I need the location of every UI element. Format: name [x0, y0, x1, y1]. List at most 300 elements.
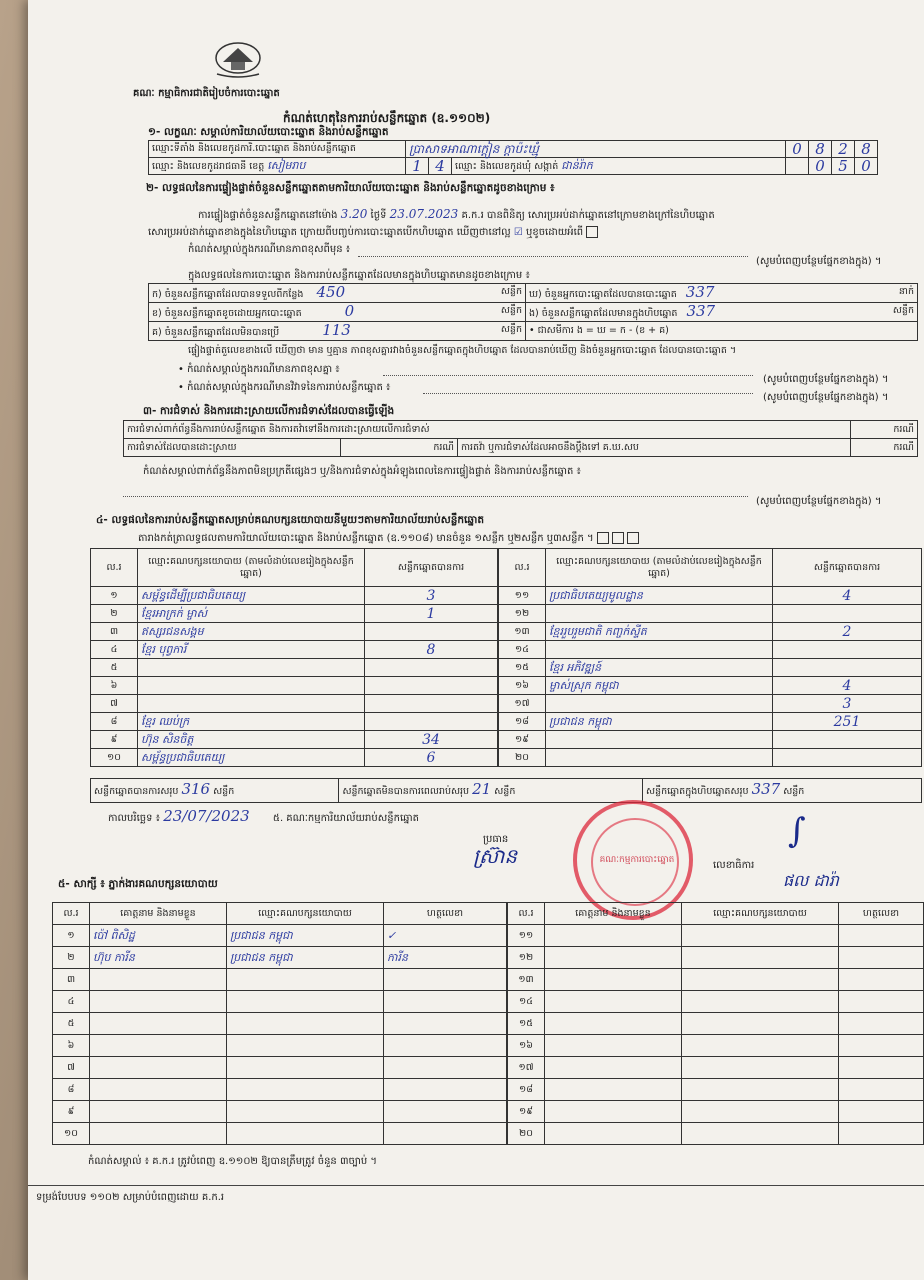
- witness-signature: [839, 991, 924, 1013]
- witness-sign-header: ហត្ថលេខា: [839, 903, 924, 925]
- secretary-label: លេខាធិការ: [713, 860, 755, 871]
- witness-party: [682, 1101, 839, 1123]
- votes-right-body: [499, 587, 922, 767]
- province-value: សៀមរាប: [267, 158, 306, 172]
- vote-row-party: ខ្មែររួបរួមជាតិ កញ្ចក់ស្ទីត: [546, 623, 773, 641]
- witness-row-number: ២: [53, 947, 90, 969]
- vote-row-count: 3: [365, 587, 498, 605]
- witness-party: [227, 1101, 384, 1123]
- witness-signature: [384, 969, 507, 991]
- witness-party: [227, 1035, 384, 1057]
- location-code-3: 2: [832, 141, 855, 158]
- count-d-label: ឃ) ចំនួនអ្នកបោះឆ្នោតដែលបានបោះឆ្នោត: [529, 288, 677, 300]
- secretary-signature-mark: ∫: [788, 811, 806, 851]
- vote-row: [91, 713, 498, 731]
- count-b-label: ខ) ចំនួនសន្លឹកឆ្នោតខូចដោយអ្នកបោះឆ្នោត: [152, 307, 302, 319]
- vote-row: [499, 587, 922, 605]
- witness-party: [227, 1079, 384, 1101]
- chair-label: ប្រធាន: [483, 834, 509, 845]
- witness-name: [545, 991, 682, 1013]
- vote-row-party: ខ្មែរ បុព្វការី: [138, 641, 365, 659]
- witness-name: [545, 1035, 682, 1057]
- vote-row-number: ១០: [91, 749, 138, 767]
- vote-row-number: ២: [91, 605, 138, 623]
- witness-row: [508, 1013, 924, 1035]
- section3-title: ៣- ការជំទាស់ និងការដោះស្រាយលើការជំទាស់ដែលបានធ្វើឡើង: [143, 405, 395, 417]
- witness-party: [682, 969, 839, 991]
- vote-row-count: 2: [773, 623, 922, 641]
- section4-subtitle: [138, 532, 639, 545]
- witness-row: [508, 1057, 924, 1079]
- witness-name: [545, 1057, 682, 1079]
- witness-sign-header: ហត្ថលេខា: [384, 903, 507, 925]
- vote-row-number: ១៨: [499, 713, 546, 731]
- vote-row-count: 4: [773, 677, 922, 695]
- vote-row-party: ប្រជាធិបតេយ្យមូលដ្ឋាន: [546, 587, 773, 605]
- witness-row: [53, 1101, 507, 1123]
- witness-row: [53, 1079, 507, 1101]
- vote-row-party: ខ្មែរ ឈប់ក្រ: [138, 713, 365, 731]
- objection-row-label: ការជំទាស់ពាក់ព័ន្ធនឹងការរាប់សន្លឹកឆ្នោត និងការតវ៉ាទៅនឹងការដោះស្រាយលើការជំទាស់: [124, 421, 851, 439]
- vote-row-number: ១៩: [499, 731, 546, 749]
- total-invalid-value: 21: [472, 780, 492, 798]
- vote-row: [91, 731, 498, 749]
- dispute-fill-hint: (សូមបំពេញបន្ថែមផ្នែកខាងក្នុង) ។: [763, 392, 889, 403]
- witness-signature: [384, 1057, 507, 1079]
- vote-row-number: ៥: [91, 659, 138, 677]
- appeal-label: ការតវ៉ា ឬការជំទាស់ដែលអាចនឹងប្ដឹងទៅ គ.ឃ.សប: [458, 439, 851, 457]
- total-valid-value: 316: [181, 780, 211, 798]
- verification-line: [198, 208, 715, 222]
- section3-table: [123, 420, 918, 457]
- witness-name-header: គោត្តនាម និងនាមខ្លួន: [545, 903, 682, 925]
- count-row: [149, 303, 918, 322]
- vote-row-count: 1: [365, 605, 498, 623]
- vote-row-party: [138, 677, 365, 695]
- commune-code-1: 0: [809, 158, 832, 175]
- witness-signature: [839, 1035, 924, 1057]
- witness-signature: [839, 925, 924, 947]
- sheet-two-checkbox: [612, 532, 624, 544]
- witness-party: [227, 1057, 384, 1079]
- count-c-label: គ) ចំនួនសន្លឹកឆ្នោតដែលមិនបានប្រើ: [152, 326, 280, 338]
- vote-row: [91, 677, 498, 695]
- col-no-header: ល.រ: [499, 549, 546, 587]
- vote-row-count: [365, 713, 498, 731]
- vote-row-party: [546, 695, 773, 713]
- col-votes-header: សន្លឹកឆ្នោតបានការ: [773, 549, 922, 587]
- vote-row: [499, 605, 922, 623]
- date-value: 23/07/2023: [163, 807, 250, 825]
- section5-title: ៥- សាក្សី ៖ ភ្នាក់ងារគណបក្សនយោបាយ: [58, 878, 218, 890]
- stamp-text: គណៈកម្មការបោះឆ្នោត: [599, 855, 675, 865]
- vote-row: [499, 731, 922, 749]
- vote-row-number: ១៥: [499, 659, 546, 677]
- province-label-text: ឈ្មោះ និងលេខកូដរាជធានី ខេត្ត: [152, 160, 265, 172]
- witness-row: [508, 1123, 924, 1145]
- vote-row: [91, 623, 498, 641]
- col-votes-header: សន្លឹកឆ្នោតបានការ: [365, 549, 498, 587]
- appeal-unit: ករណី: [851, 439, 918, 457]
- col-party-header: ឈ្មោះគណបក្សនយោបាយ (តាមលំដាប់លេខរៀងក្នុងសន្លឹកឆ្នោត): [138, 549, 365, 587]
- vote-row-party: ប្រជាជន កម្ពុជា: [546, 713, 773, 731]
- vote-row-count: [365, 677, 498, 695]
- witness-row-number: ៧: [53, 1057, 90, 1079]
- witness-row: [53, 1013, 507, 1035]
- total-box-cell: [643, 779, 922, 803]
- witness-name: [545, 925, 682, 947]
- witness-name: [90, 1101, 227, 1123]
- vote-row-party: ឥស្សរជនសង្គម: [138, 623, 365, 641]
- irregularity-note: កំណត់សម្គាល់ពាក់ព័ន្ធនឹងភាពមិនប្រក្រតីផ្សេងៗ ឬ/និងការជំទាស់ក្នុងអំឡុងពេលនៃការផ្ទៀងផ្ទាត់ និងការរាប់សន្លឹកឆ្នោត ៖: [143, 466, 581, 477]
- vote-row-party: សម្ព័ន្ធដើម្បីប្រជាធិបតេយ្យ: [138, 587, 365, 605]
- witness-table-left: [52, 902, 507, 1145]
- vote-row-count: [773, 659, 922, 677]
- witness-row: [508, 991, 924, 1013]
- votes-table-left: [90, 548, 498, 767]
- irregularity-note-line: [123, 496, 748, 497]
- sheet-one-checkbox: [597, 532, 609, 544]
- witness-row: [508, 969, 924, 991]
- discrepancy-note-label: • កំណត់សម្គាល់ក្នុងករណីមានភាពខុសគ្នា ៖: [178, 364, 340, 375]
- section4-subtitle-text: តារាងកត់ត្រាលទ្ធផលតាមការិយាល័យបោះឆ្នោត និងរាប់សន្លឹកឆ្នោត (ឧ.១១០៨) មានចំនួន ១សន្លឹក ឬ២សន្លឹក ឬ៣សន្លឹក ។: [138, 533, 594, 544]
- discrepancy-fill-hint: (សូមបំពេញបន្ថែមផ្នែកខាងក្នុង) ។: [763, 374, 889, 385]
- count-b-unit: សន្លឹក: [500, 304, 522, 316]
- witness-name: [545, 1101, 682, 1123]
- vote-row-count: 251: [773, 713, 922, 731]
- verification-date: 23.07.2023: [389, 207, 459, 221]
- location-label: ឈ្មោះទីតាំង និងលេខកូដការិ.បោះឆ្នោត និងរាប់សន្លឹកឆ្នោត: [149, 141, 406, 158]
- dispute-note-label: • កំណត់សម្គាល់ក្នុងករណីមានវិវាទនៃការរាប់សន្លឹកឆ្នោត ៖: [178, 382, 391, 393]
- witness-party: [682, 925, 839, 947]
- witness-row-number: ១៨: [508, 1079, 545, 1101]
- vote-row: [91, 605, 498, 623]
- section2-count-table: [148, 283, 918, 341]
- location-code-4: 8: [855, 141, 878, 158]
- vote-row-number: ១២: [499, 605, 546, 623]
- witness-name: [90, 1057, 227, 1079]
- count-e-label: ង) ចំនួនសន្លឹកឆ្នោតដែលមានក្នុងហិបឆ្នោត: [529, 307, 678, 319]
- vote-row-count: [773, 641, 922, 659]
- sheet-three-checkbox: [627, 532, 639, 544]
- resolved-label: ការជំទាស់ដែលបានដោះស្រាយ: [124, 439, 341, 457]
- vote-row-count: [773, 749, 922, 767]
- commune-value: ជាន់រ៉ាក: [561, 158, 593, 172]
- witness-signature: ✓: [384, 925, 507, 947]
- votes-table-right: [498, 548, 922, 767]
- count-c-unit: សន្លឹក: [500, 323, 522, 335]
- witness-signature: [839, 1079, 924, 1101]
- note-fill-hint: (សូមបំពេញបន្ថែមផ្នែកខាងក្នុង) ។: [756, 256, 882, 267]
- vote-row-party: [546, 641, 773, 659]
- count-b-value: 0: [344, 301, 355, 320]
- vote-row: [91, 695, 498, 713]
- witness-name: [545, 1123, 682, 1145]
- province-label: [149, 158, 406, 175]
- witness-name: ហ៊ុប ការីន: [90, 947, 227, 969]
- witness-party: [682, 1013, 839, 1035]
- vote-row-number: ៣: [91, 623, 138, 641]
- document-title: កំណត់ហេតុនៃការរាប់សន្លឹកឆ្នោត (ឧ.១១០២): [283, 111, 491, 125]
- witness-signature: [384, 1123, 507, 1145]
- witness-row: [53, 991, 507, 1013]
- commune-label: [452, 158, 786, 175]
- vote-row-party: [138, 659, 365, 677]
- vote-row-number: ៧: [91, 695, 138, 713]
- witness-signature: [384, 1013, 507, 1035]
- total-box-value: 337: [751, 780, 781, 798]
- vote-row-party: ម្ចាស់ស្រុក កម្ពុជា: [546, 677, 773, 695]
- vote-row-count: 6: [365, 749, 498, 767]
- vote-row-number: ៩: [91, 731, 138, 749]
- count-c-value: 113: [322, 320, 351, 339]
- verification-suffix: គ.ក.រ បានពិនិត្យ សោរប្រអប់ដាក់ឆ្នោតនៅក្រោមខាងក្រៅនៃហិបឆ្នោត: [461, 210, 715, 221]
- vote-row-number: ១៣: [499, 623, 546, 641]
- witness-row-number: ១១: [508, 925, 545, 947]
- section1-table: [148, 140, 878, 175]
- seal-damaged-checkbox: [586, 226, 598, 238]
- total-valid-unit: សន្លឹក: [213, 786, 235, 797]
- witness-row-number: ១៤: [508, 991, 545, 1013]
- committee-name: គណៈ កម្មាធិការជាតិរៀបចំការបោះឆ្នោត: [133, 88, 280, 99]
- totals-row: [90, 778, 922, 803]
- witness-name: ប៉ៅ ពិសិដ្ឋ: [90, 925, 227, 947]
- witness-party: [682, 1057, 839, 1079]
- seal-check-line: [148, 226, 908, 239]
- location-code-1: 0: [786, 141, 809, 158]
- witness-signature: [384, 991, 507, 1013]
- witness-party: [227, 991, 384, 1013]
- total-valid-label: សន្លឹកឆ្នោតបានការសរុប: [94, 786, 179, 797]
- commune-label-text: ឈ្មោះ និងលេខកូដឃុំ សង្កាត់: [455, 160, 559, 172]
- count-d-unit: នាក់: [898, 285, 914, 297]
- vote-row-number: ២០: [499, 749, 546, 767]
- total-box-unit: សន្លឹក: [783, 786, 805, 797]
- witness-row-number: ៤: [53, 991, 90, 1013]
- count-row-c: [149, 322, 526, 341]
- total-valid-cell: [91, 779, 339, 803]
- witness-row: [53, 969, 507, 991]
- commune-code-2: 5: [832, 158, 855, 175]
- count-a-value: 450: [316, 282, 346, 301]
- vote-row: [91, 749, 498, 767]
- seal-damaged-label: ឬខូចដោយអំពើ: [526, 227, 584, 238]
- witness-party: [682, 1123, 839, 1145]
- dispute-note-line: [423, 393, 753, 394]
- witness-table-right: [507, 902, 924, 1145]
- witness-row-number: ១៥: [508, 1013, 545, 1035]
- witness-signature: [384, 1035, 507, 1057]
- note-label: កំណត់សម្គាល់ក្នុងករណីមានភាពខុសពីមុន ៖: [188, 244, 351, 255]
- committee-label: ៥. គណៈកម្មការិយាល័យរាប់សន្លឹកឆ្នោត: [272, 813, 419, 824]
- witness-row-number: ១០: [53, 1123, 90, 1145]
- witness-name: [545, 947, 682, 969]
- witness-name: [545, 1079, 682, 1101]
- vote-row-number: ៤: [91, 641, 138, 659]
- discrepancy-note-line: [383, 375, 753, 376]
- witness-party-header: ឈ្មោះគណបក្សនយោបាយ: [227, 903, 384, 925]
- witness-signature: [384, 1079, 507, 1101]
- vote-row: [499, 623, 922, 641]
- vote-row-party: សម្ព័ន្ធប្រជាធិបតេយ្យ: [138, 749, 365, 767]
- witness-row-number: ៥: [53, 1013, 90, 1035]
- discrepancy-check: ផ្ទៀងផ្ទាត់តួលេខខាងលើ ឃើញថា មាន ឬគ្មាន ភាពខុសគ្នារវាងចំនួនសន្លឹកឆ្នោតក្នុងហិបឆ្នោត ដែលបានរាប់ឃើញ និងចំនួនអ្នកបោះឆ្នោត ដែលបានបោះឆ្នោត ។: [188, 345, 737, 356]
- section2-title: ២- លទ្ធផលនៃការផ្ទៀងផ្ទាត់ចំនួនសន្លឹកឆ្នោតតាមការិយាល័យបោះឆ្នោត និងរាប់សន្លឹកឆ្នោតដូចខាងក្រោម ៖: [146, 182, 555, 194]
- witness-row: [53, 1123, 507, 1145]
- witness-row-number: ១៩: [508, 1101, 545, 1123]
- date-label: កាលបរិច្ឆេទ ៖: [108, 813, 161, 824]
- vote-row-count: 8: [365, 641, 498, 659]
- vote-row-party: [138, 695, 365, 713]
- form-reference: ទម្រង់បែបបទ ១១០២ សម្រាប់បំពេញដោយ គ.ក.រ: [36, 1192, 225, 1203]
- vote-row-count: 4: [773, 587, 922, 605]
- vote-row-party: [546, 731, 773, 749]
- witness-row-number: ២០: [508, 1123, 545, 1145]
- witness-party: [682, 991, 839, 1013]
- witness-row-number: ១២: [508, 947, 545, 969]
- location-code-2: 8: [809, 141, 832, 158]
- witness-left-body: [53, 925, 507, 1145]
- count-d-value: 337: [685, 282, 715, 301]
- vote-row: [499, 695, 922, 713]
- vote-row-count: 34: [365, 731, 498, 749]
- vote-row-count: [365, 659, 498, 677]
- witness-signature: [839, 1057, 924, 1079]
- witness-signature: [839, 1101, 924, 1123]
- vote-row: [499, 749, 922, 767]
- witness-row: [508, 1079, 924, 1101]
- vote-row: [499, 713, 922, 731]
- witness-party: [227, 969, 384, 991]
- vote-row-number: ១៧: [499, 695, 546, 713]
- witness-signature: ការីន: [384, 947, 507, 969]
- witness-row-number: ៩: [53, 1101, 90, 1123]
- note-line: [358, 256, 748, 257]
- col-no-header: ល.រ: [91, 549, 138, 587]
- witness-row-number: ១៣: [508, 969, 545, 991]
- witness-row: [53, 1035, 507, 1057]
- witness-no-header: ល.រ: [53, 903, 90, 925]
- witness-party: [682, 1079, 839, 1101]
- total-box-label: សន្លឹកឆ្នោតក្នុងហិបឆ្នោតសរុប: [646, 786, 749, 797]
- witness-row: [508, 1101, 924, 1123]
- witness-name: [545, 969, 682, 991]
- count-row-b: [149, 303, 526, 322]
- count-row-e: [526, 303, 918, 322]
- witness-name: [90, 1013, 227, 1035]
- witness-name: [90, 1079, 227, 1101]
- count-e-value: 337: [686, 301, 716, 320]
- total-invalid-cell: [339, 779, 643, 803]
- province-code-1: 1: [406, 158, 429, 175]
- commune-code-spacer: [786, 158, 809, 175]
- witness-row-number: ១៦: [508, 1035, 545, 1057]
- verification-day-label: ថ្ងៃទី: [370, 210, 387, 221]
- vote-row: [91, 587, 498, 605]
- vote-row-number: ១១: [499, 587, 546, 605]
- vote-row-party: [546, 605, 773, 623]
- vote-row-number: ៨: [91, 713, 138, 731]
- vote-row-number: ១៤: [499, 641, 546, 659]
- witness-party: [227, 1013, 384, 1035]
- seal-check-text: សោរប្រអប់ដាក់ឆ្នោតខាងក្នុងនៃហិបឆ្នោត ក្រោយពីបញ្ចប់ការបោះឆ្នោតបើកហិបឆ្នោត ឃើញថានៅល្អ: [148, 227, 511, 238]
- col-party-header: ឈ្មោះគណបក្សនយោបាយ (តាមលំដាប់លេខរៀងក្នុងសន្លឹកឆ្នោត): [546, 549, 773, 587]
- witness-party: [227, 1123, 384, 1145]
- witness-party-header: ឈ្មោះគណបក្សនយោបាយ: [682, 903, 839, 925]
- vote-row: [91, 659, 498, 677]
- commune-code-3: 0: [855, 158, 878, 175]
- witness-name-header: គោត្តនាម និងនាមខ្លួន: [90, 903, 227, 925]
- vote-row-count: [773, 605, 922, 623]
- witness-row-number: ១៧: [508, 1057, 545, 1079]
- witness-signature: [839, 1123, 924, 1145]
- location-value: ប្រាសាទអាណាក្ដៀន ក្ដាប៉ះឃ្មុំ: [406, 141, 786, 158]
- witness-row: [53, 947, 507, 969]
- votes-left-body: [91, 587, 498, 767]
- objection-count-unit: ករណី: [851, 421, 918, 439]
- count-e-unit: សន្លឹក: [892, 304, 914, 316]
- witness-row: [53, 1057, 507, 1079]
- count-row: [149, 284, 918, 303]
- witness-signature: [839, 969, 924, 991]
- ballot-count-form: [28, 0, 924, 1280]
- witness-right-body: [508, 925, 924, 1145]
- results-intro: ក្នុងលទ្ធផលនៃការបោះឆ្នោត និងការរាប់សន្លឹកឆ្នោតដែលមានក្នុងហិបឆ្នោតមានដូចខាងក្រោម ៖: [188, 270, 530, 281]
- vote-row-count: [365, 623, 498, 641]
- witness-signature: [839, 947, 924, 969]
- vote-row: [91, 641, 498, 659]
- verification-prefix: ការផ្ទៀងផ្ទាត់ចំនួនសន្លឹកឆ្នោតនៅម៉ោង: [198, 210, 338, 221]
- vote-row-number: ១: [91, 587, 138, 605]
- witness-row: [508, 1035, 924, 1057]
- count-formula: • ជាសមីការ ង = ឃ = ក - (ខ + គ): [526, 322, 918, 341]
- witness-name: [90, 991, 227, 1013]
- vote-row-count: [773, 731, 922, 749]
- vote-row-party: [546, 749, 773, 767]
- count-row-a: [149, 284, 526, 303]
- witness-row-number: ៦: [53, 1035, 90, 1057]
- vote-row-count: 3: [773, 695, 922, 713]
- witness-party: ប្រជាជន កម្ពុជា: [227, 947, 384, 969]
- witness-row-number: ៨: [53, 1079, 90, 1101]
- witness-row: [508, 925, 924, 947]
- count-a-label: ក) ចំនួនសន្លឹកឆ្នោតដែលបានទទួលពីកន្លែង: [152, 288, 304, 300]
- witness-name: [545, 1013, 682, 1035]
- witness-row-number: ៣: [53, 969, 90, 991]
- count-a-unit: សន្លឹក: [500, 285, 522, 297]
- count-row: [149, 322, 918, 341]
- witness-row: [508, 947, 924, 969]
- witness-party: [682, 1035, 839, 1057]
- footer-note: កំណត់សម្គាល់ ៖ គ.ក.រ ត្រូវបំពេញ ឧ.១១០២ ឱ្យបានត្រឹមត្រូវ ចំនួន ៣ច្បាប់ ។: [88, 1156, 377, 1167]
- seal-ok-check-icon: ☑: [513, 227, 523, 238]
- count-row-d: [526, 284, 918, 303]
- witness-party: [682, 947, 839, 969]
- date-line: [108, 807, 419, 825]
- province-code-2: 4: [429, 158, 452, 175]
- total-invalid-unit: សន្លឹក: [494, 786, 516, 797]
- vote-row-party: ខ្មែរអាក្រក់ ម្ចាស់: [138, 605, 365, 623]
- section1-title: ១- លក្ខណៈ សម្គាល់ការិយាល័យបោះឆ្នោត និងរាប់សន្លឹកឆ្នោត: [148, 126, 389, 138]
- chair-signature: ស្រ៊ាន: [473, 844, 518, 868]
- resolved-unit: ករណី: [341, 439, 458, 457]
- verification-time: 3.20: [340, 207, 368, 221]
- witness-name: [90, 969, 227, 991]
- total-invalid-label: សន្លឹកឆ្នោតមិនបានការពេលរាប់សរុប: [342, 786, 470, 797]
- section4-title: ៤- លទ្ធផលនៃការរាប់សន្លឹកឆ្នោតសម្រាប់គណបក្សនយោបាយនីមួយៗតាមការិយាល័យរាប់សន្លឹកឆ្នោត: [96, 514, 485, 526]
- witness-name: [90, 1035, 227, 1057]
- vote-row: [499, 641, 922, 659]
